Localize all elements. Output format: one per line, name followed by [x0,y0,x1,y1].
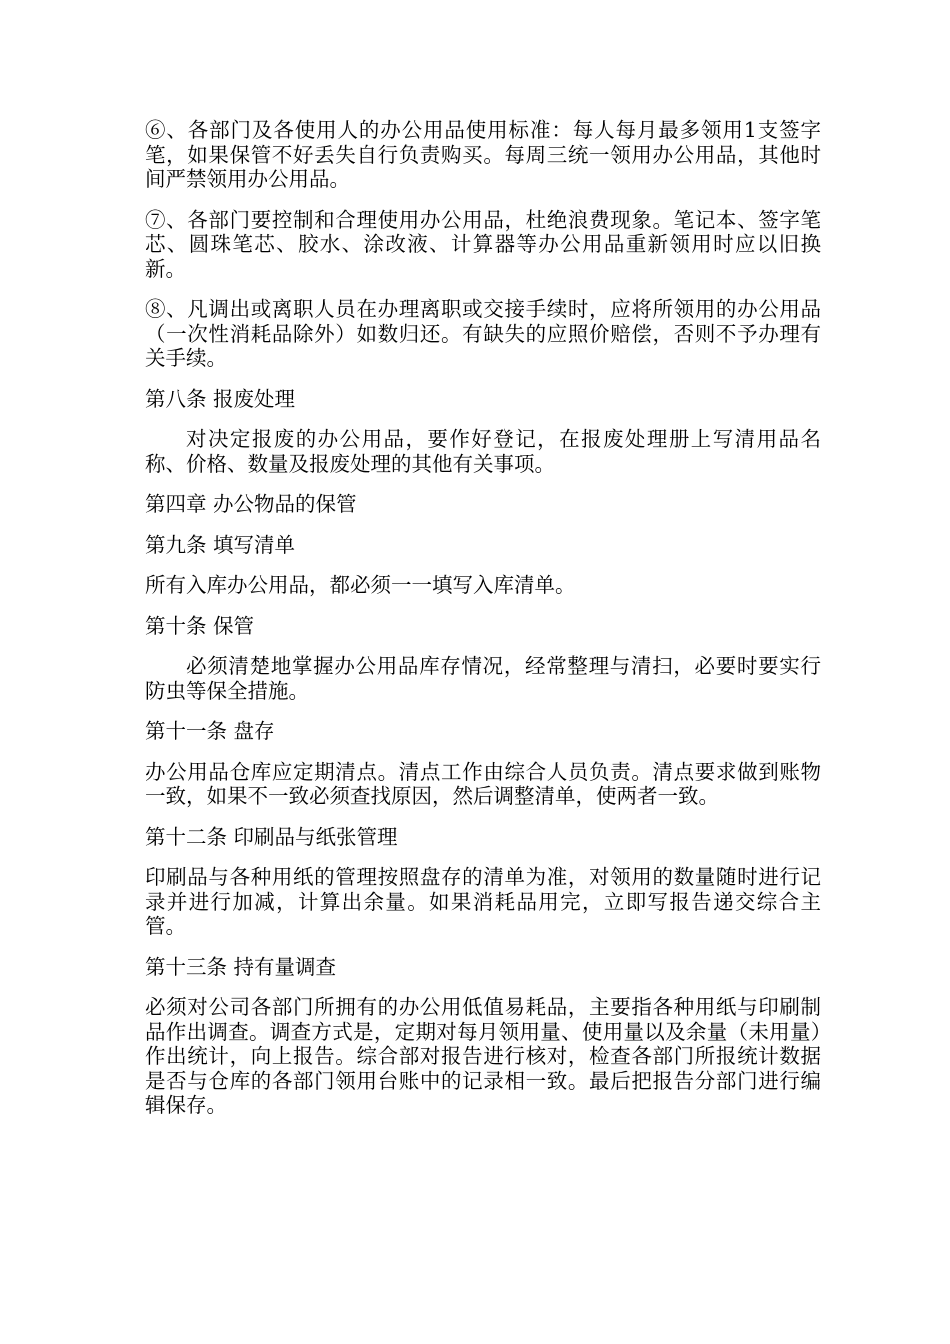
document-page [145,118,821,1134]
paragraph-item-7: ⑦、各部门要控制和合理使用办公用品，杜绝浪费现象。笔记本、签字笔芯、圆珠笔芯、胶水、涂改液、计算器等办公用品重新领用时应以旧换新。 [145,207,821,281]
section-heading-article-11: 第十一条 盘存 [145,719,275,743]
paragraph-article-13-body: 必须对公司各部门所拥有的办公用低值易耗品，主要指各种用纸与印刷制品作出调查。调查方式是，定期对每月领用量、使用量以及余量（未用量）作出统计，向上报告。综合部对报告进行核对，检查各部门所报统计数据是否与仓库的各部门领用台账中的记录相一致。最后把报告分部门进行编辑保存。 [145,995,821,1117]
paragraph-article-12-body: 印刷品与各种用纸的管理按照盘存的清单为准，对领用的数量随时进行记录并进行加减，计算出余量。如果消耗品用完，立即写报告递交综合主管。 [145,865,821,938]
paragraph-article-9-body: 所有入库办公用品，都必须一一填写入库清单。 [145,573,576,597]
section-heading-article-8: 第八条 报废处理 [145,386,296,411]
section-heading-article-13: 第十三条 持有量调查 [145,954,337,979]
section-heading-article-9: 第九条 填写清单 [145,532,296,557]
paragraph-article-8-body: 对决定报废的办公用品，要作好登记，在报废处理册上写清用品名称、价格、数量及报废处理的其他有关事项。 [145,427,821,476]
section-heading-article-12: 第十二条 印刷品与纸张管理 [145,824,398,849]
paragraph-item-6: ⑥、各部门及各使用人的办公用品使用标准：每人每月最多领用1支签字笔，如果保管不好丢失自行负责购买。每周三统一领用办公用品，其他时间严禁领用办公用品。 [145,118,821,191]
chapter-heading-4: 第四章 办公物品的保管 [145,492,357,516]
paragraph-article-11-body: 办公用品仓库应定期清点。清点工作由综合人员负责。清点要求做到账物一致，如果不一致必须查找原因，然后调整清单，使两者一致。 [145,759,821,808]
paragraph-article-10-body: 必须清楚地掌握办公用品库存情况，经常整理与清扫，必要时要实行防虫等保全措施。 [145,654,821,703]
section-heading-article-10: 第十条 保管 [145,613,255,638]
paragraph-item-8: ⑧、凡调出或离职人员在办理离职或交接手续时，应将所领用的办公用品（一次性消耗品除外）如数归还。有缺失的应照价赔偿，否则不予办理有关手续。 [145,297,821,370]
